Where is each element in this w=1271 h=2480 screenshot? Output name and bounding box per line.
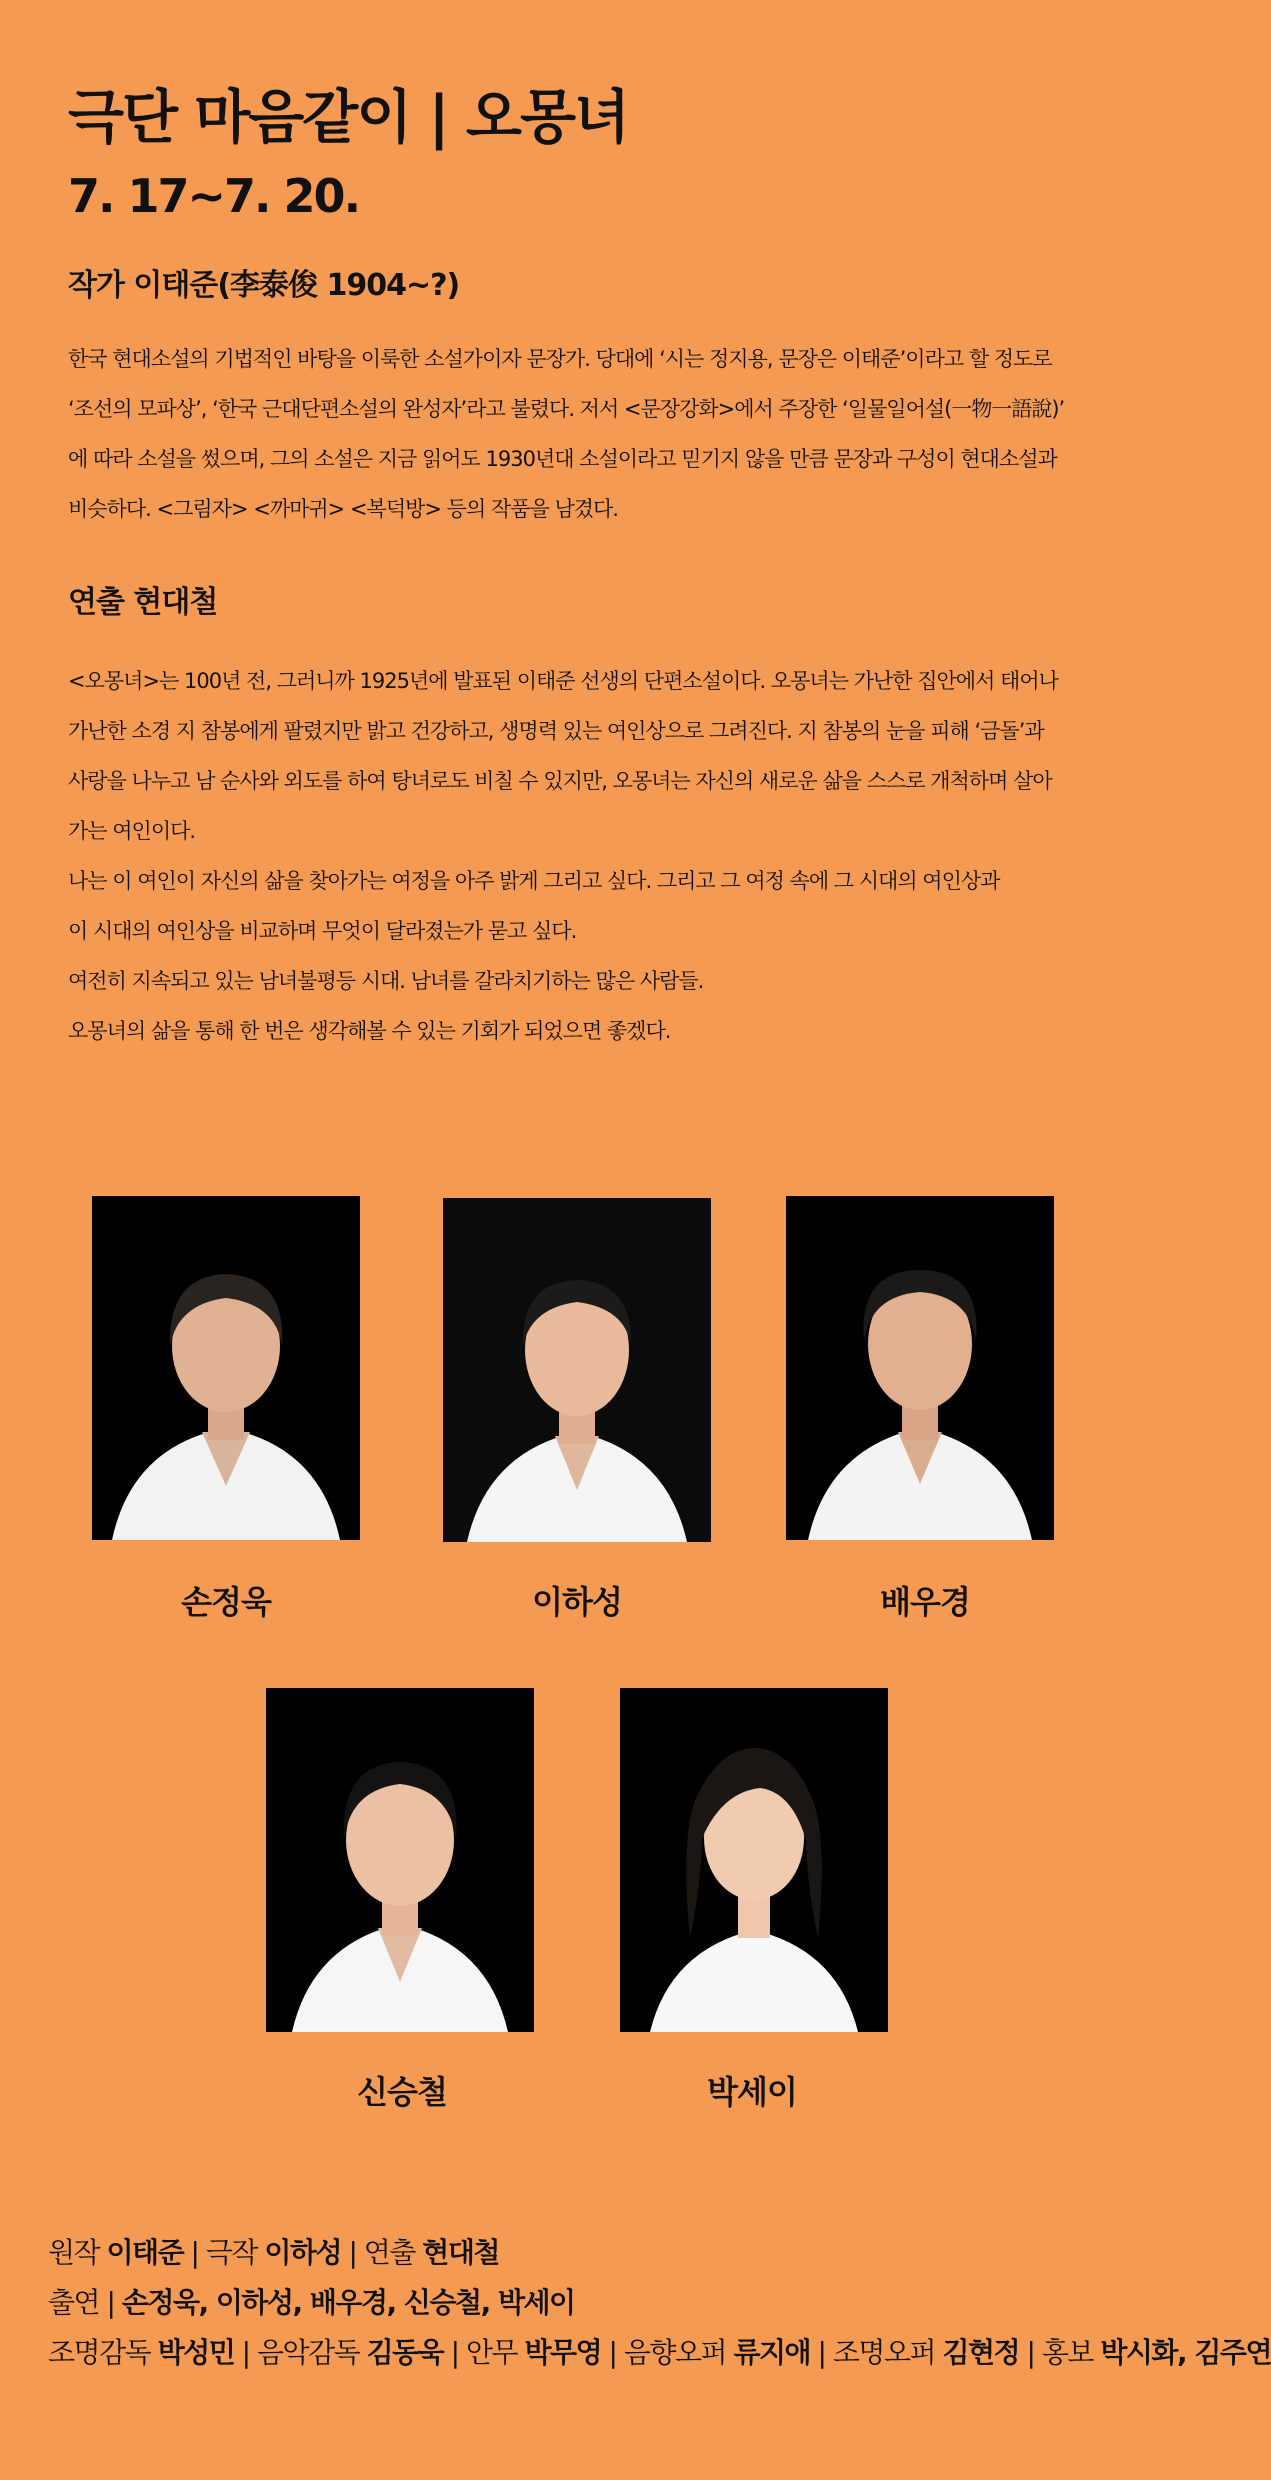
director-line: 가난한 소경 지 참봉에게 팔렸지만 밝고 건강하고, 생명력 있는 여인상으로 그려진다. 지 참봉의 눈을 피해 ‘금돌’과 — [68, 719, 1044, 743]
production-credits — [48, 2228, 1271, 2378]
cast-name: 손정욱 — [181, 1583, 271, 1621]
cast-name: 박세이 — [707, 2073, 797, 2111]
author-line: 비슷하다. <그림자> <까마귀> <복덕방> 등의 작품을 남겼다. — [68, 497, 618, 521]
director-line: <오몽녀>는 100년 전, 그러니까 1925년에 발표된 이태준 선생의 단편소설이다. 오몽녀는 가난한 집안에서 태어나 — [68, 669, 1058, 693]
cast-name: 배우경 — [880, 1583, 970, 1621]
cast-photo — [620, 1688, 888, 2032]
credits-line-staff: 조명감독 박성민 | 음악감독 김동욱 | 안무 박무영 | 음향오퍼 류지애 | 조명오퍼 김현정 | 홍보 박시화, 김주연 — [48, 2336, 1271, 2369]
director-note — [68, 656, 1088, 1056]
portrait-icon — [620, 1688, 888, 2032]
author-line: 에 따라 소설을 썼으며, 그의 소설은 지금 읽어도 1930년대 소설이라고 믿기지 않을 만큼 문장과 구성이 현대소설과 — [68, 447, 1057, 471]
portrait-icon — [266, 1688, 534, 2032]
director-line: 가는 여인이다. — [68, 819, 196, 843]
cast-photo — [443, 1198, 711, 1542]
cast-name: 신승철 — [357, 2073, 447, 2111]
portrait-icon — [786, 1196, 1054, 1540]
performance-dates: 7. 17~7. 20. — [68, 169, 360, 223]
director-line: 여전히 지속되고 있는 남녀불평등 시대. 남녀를 갈라치기하는 많은 사람들. — [68, 969, 704, 993]
director-line: 이 시대의 여인상을 비교하며 무엇이 달라졌는가 묻고 싶다. — [68, 919, 577, 943]
page-title: 극단 마음같이 | 오몽녀 — [68, 83, 629, 151]
director-line: 사랑을 나누고 남 순사와 외도를 하여 탕녀로도 비칠 수 있지만, 오몽녀는 자신의 새로운 삶을 스스로 개척하며 살아 — [68, 769, 1052, 793]
cast-photo — [266, 1688, 534, 2032]
credits-line-cast: 출연 | 손정욱, 이하성, 배우경, 신승철, 박세이 — [48, 2286, 575, 2319]
portrait-icon — [92, 1196, 360, 1540]
author-line: 한국 현대소설의 기법적인 바탕을 이룩한 소설가이자 문장가. 당대에 ‘시는 정지용, 문장은 이태준’이라고 할 정도로 — [68, 347, 1052, 371]
author-heading: 작가 이태준(李泰俊 1904~?) — [68, 268, 460, 303]
director-heading: 연출 현대철 — [68, 585, 218, 620]
portrait-icon — [443, 1198, 711, 1542]
cast-photo — [786, 1196, 1054, 1540]
director-line: 오몽녀의 삶을 통해 한 번은 생각해볼 수 있는 기회가 되었으면 좋겠다. — [68, 1019, 671, 1043]
credits-line-writers: 원작 이태준 | 극작 이하성 | 연출 현대철 — [48, 2236, 499, 2269]
cast-name: 이하성 — [532, 1583, 622, 1621]
director-line: 나는 이 여인이 자신의 삶을 찾아가는 여정을 아주 밝게 그리고 싶다. 그리고 그 여정 속에 그 시대의 여인상과 — [68, 869, 1000, 893]
author-line: ‘조선의 모파상’, ‘한국 근대단편소설의 완성자’라고 불렸다. 저서 <문장강화>에서 주장한 ‘일물일어설(一物一語說)’ — [68, 397, 1065, 421]
cast-photo — [92, 1196, 360, 1540]
author-description — [68, 334, 1088, 534]
